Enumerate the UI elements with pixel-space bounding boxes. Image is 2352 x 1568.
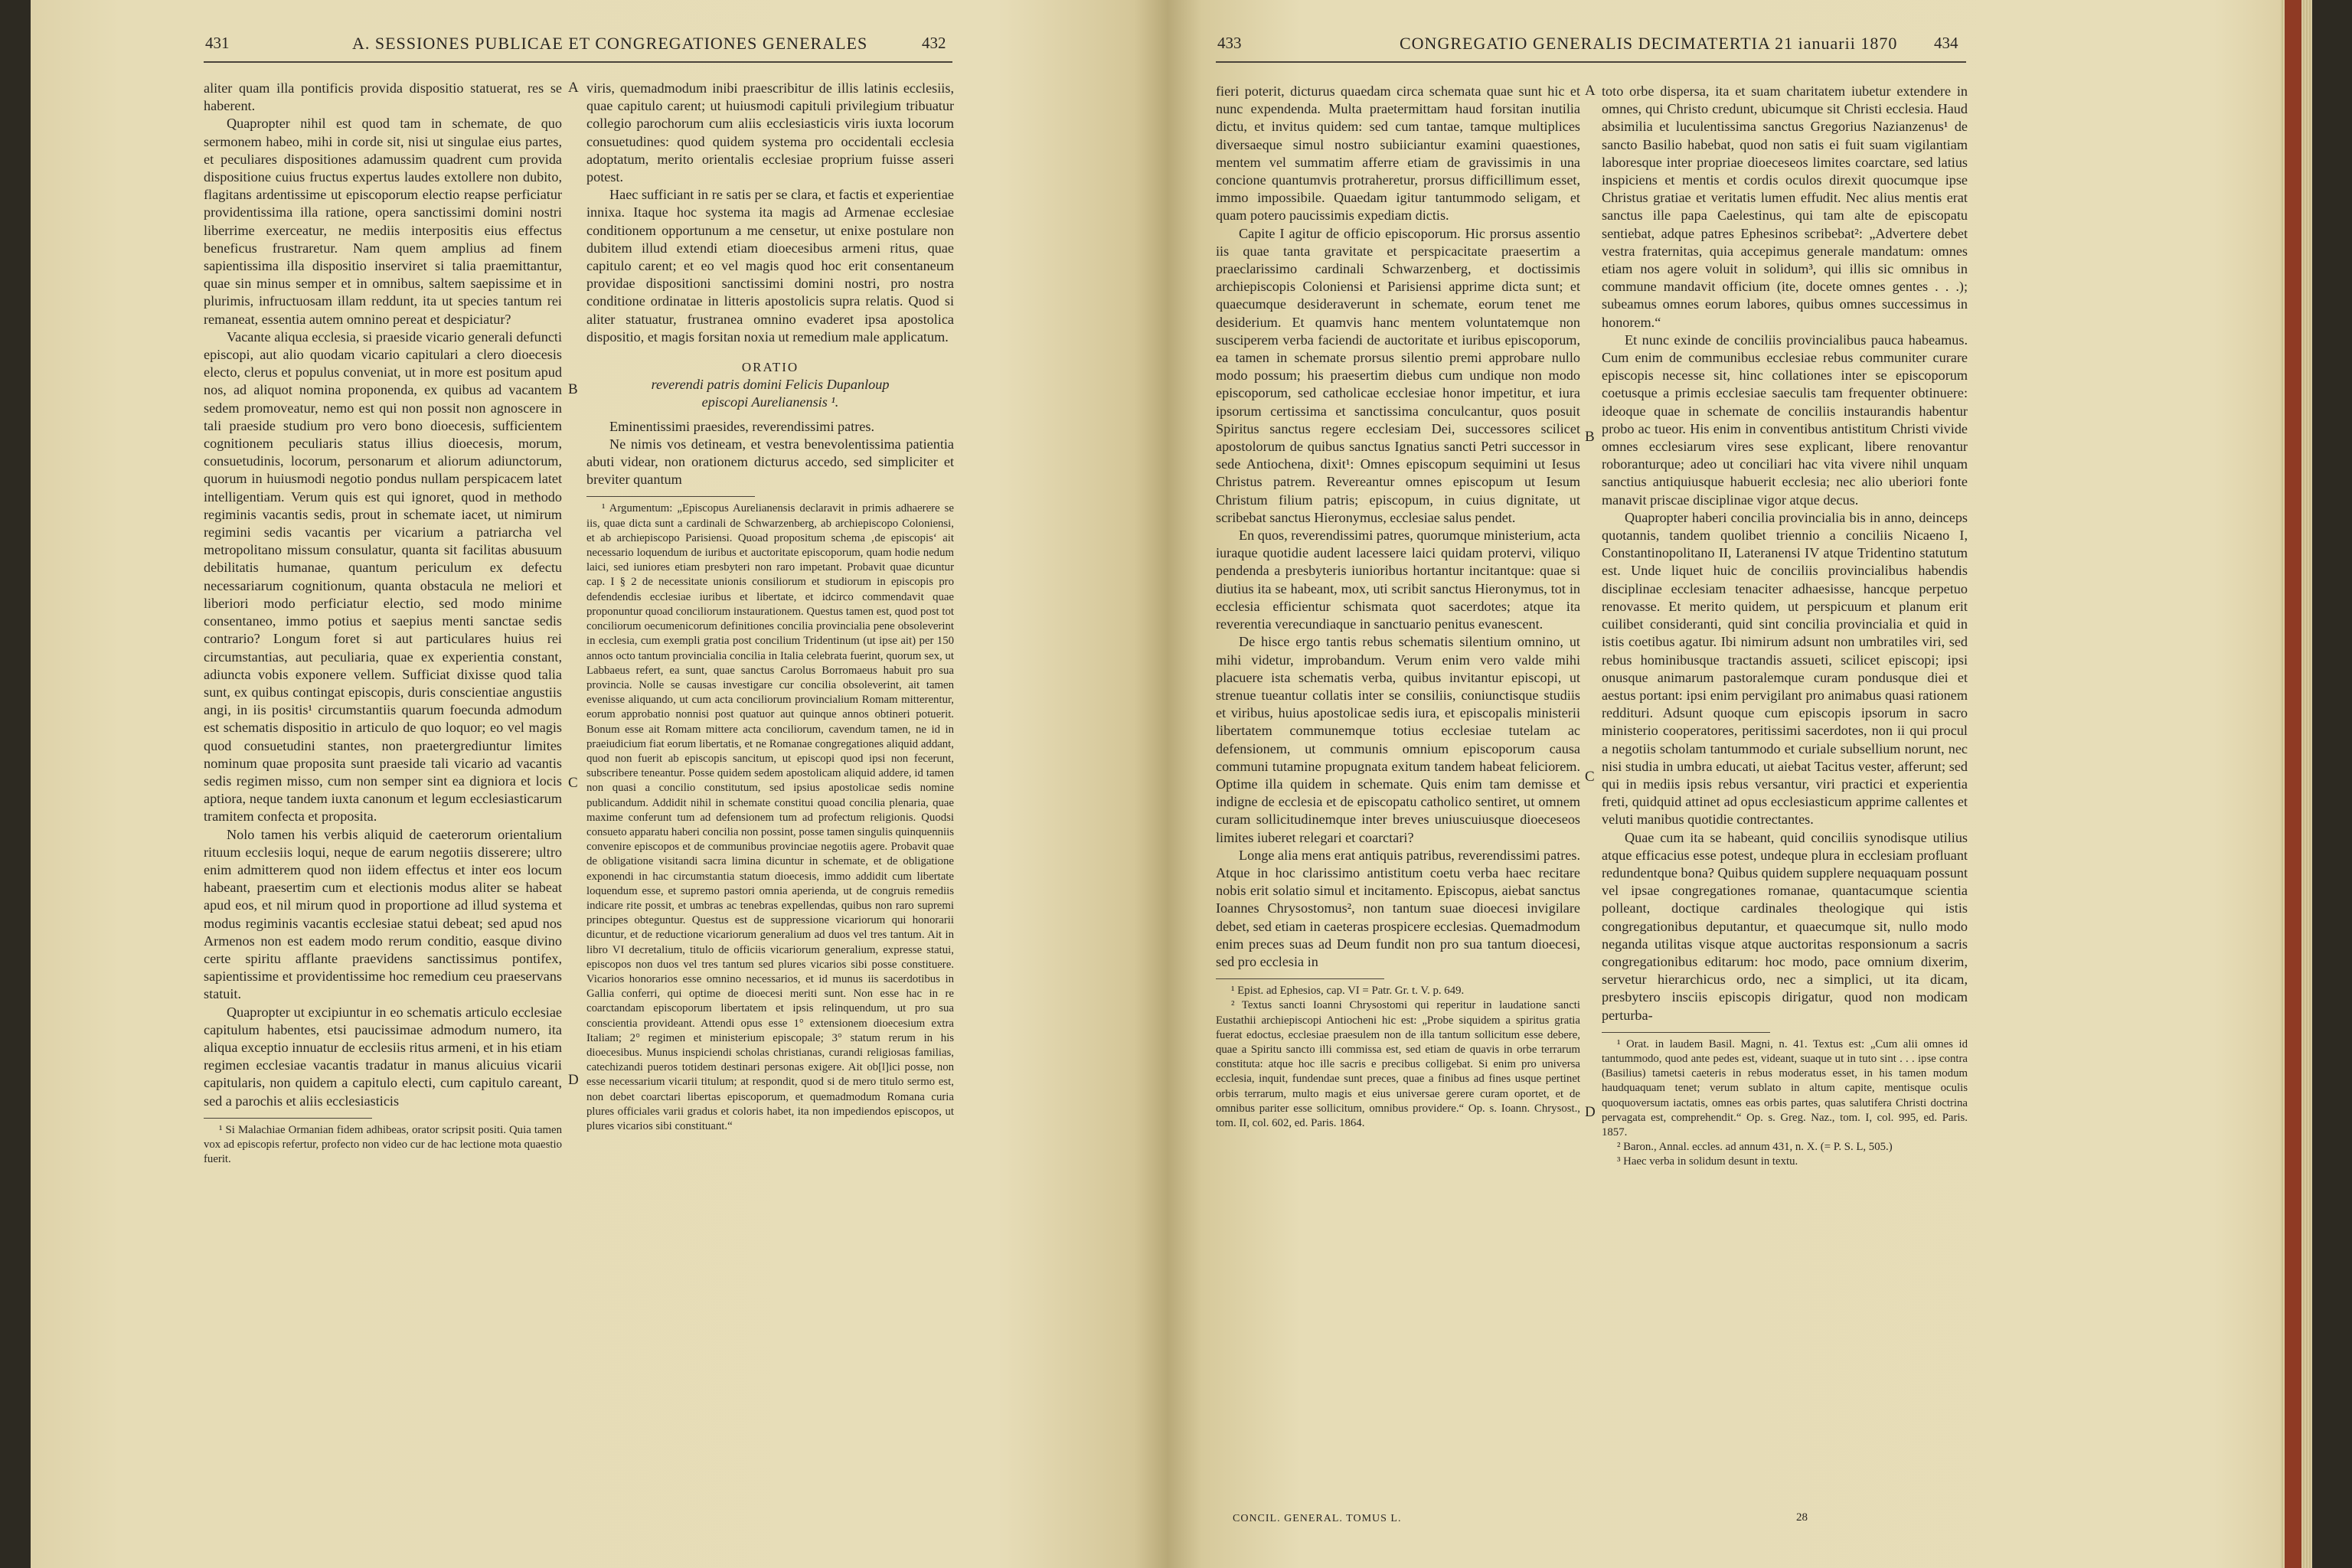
- footnotes: [1216, 984, 1580, 1131]
- footnote: ¹ Epist. ad Ephesios, cap. VI = Patr. Gr. t. V. p. 649.: [1231, 985, 1465, 998]
- paragraph: Quae cum ita se habeant, quid conciliis synodisque utilius atque efficacius esse potest, undeque plura in ecclesiam profluant redundentque bona? Quibus quidem supplere nequaquam possunt vel ipsae congregationes romanae, quantacumque scientia polleant, doctique cardinales theologique qui istis congregationibus deputantur, et quaecumque sit, nullo modo neganda utilitas visque atque auctoritas responsionum a sacris congregationibus editarum: hoc modo, pace omnium dixerim, servetur hierarchicus ordo, nec a simplici, ut ita dicam, presbytero insciis episcopis dirigatur, quod non modicam perturba-: [1602, 829, 1968, 1023]
- paragraph: toto orbe dispersa, ita et suam charitatem iubetur extendere in omnes, qui Christo credunt, ubicumque sit Christi ecclesia. Haud absimilia et luculentissima sanctus Gregorius Nazianzenus¹ de sancto Basilio habebat, quod non satis ei fuit suam vigilantiam laboresque inter propriae dioeceseos limites coarctare, sed latius inspiciens et mentis et cordis oculos direxit quocumque ipse Christus gratiae et veritatis lumen effudit. Nec alius mentis erat sanctus ille papa Caelestinus, qui tam alte de episcopatu sentiebat, adque patres Ephesinos scribebat²: „Advertere debet vestra fraternitas, quia accepimus generale mandatum: omnes etiam nos agere voluit in solidum³, qui illis sic omnibus in commune mandavit officium (ite, docete omnes gentes . . .); subeamus omnes eorum labores, quibus omnes successimus in honorem.“: [1602, 83, 1968, 330]
- sheet-number: 28: [1796, 1511, 1808, 1524]
- footnotes: [204, 1123, 562, 1168]
- footnotes: [586, 501, 954, 1134]
- margin-marker-a: A: [568, 80, 579, 96]
- oratio-subtitle-line-1: reverendi patris domini Felicis Dupanloup: [651, 377, 890, 393]
- footnotes: [1602, 1037, 1968, 1170]
- header-rule: [1216, 61, 1966, 63]
- paragraph: aliter quam illa pontificis provida dispositio statuerat, res se haberent.: [204, 80, 562, 114]
- margin-marker-b: B: [568, 381, 578, 397]
- paragraph: Longe alia mens erat antiquis patribus, reverendissimi patres. Atque in hoc clarissimo antistitum coetu verba haec recitare nobis erit solatio simul et incitamento. Episcopus, aiebat sanctus Ioannes Chrysostomus², non tantum suae dioecesi invigilare debet, sed etiam in caeteras prospicere ecclesias. Quemadmodum enim preces suas ad Deum fundit non pro sua tantum dioecesi, sed pro ecclesia in: [1216, 847, 1580, 969]
- margin-marker-b: B: [1585, 429, 1595, 445]
- footnote: ² Textus sancti Ioanni Chrysostomi qui reperitur in laudatione sancti Eustathii archiepiscopi Antiocheni hic est: „Probe siquidem a spiritus gratia fuerat edoctus, ecclesiae praesulem non de illa tantum sollicitum esse debere, quae a Spiritu sancto illi commissa est, sed etiam de quavis in orbe terrarum constituta: atque hoc ille sacris e precibus colligebat. Si enim pro universa ecclesia, inquit, fundendae sunt preces, quae a finibus ad fines usque pertinet orbis terrarum, multo magis et eius universae gerere curam oportet, et de omnibus pariter esse sollicitum, omnibus providere.“ Op. s. Ioann. Chrysost., tom. II, col. 602, ed. Paris. 1864.: [1216, 999, 1580, 1129]
- signature-mark: CONCIL. GENERAL. TOMUS L.: [1233, 1513, 1402, 1524]
- paragraph: Quapropter nihil est quod tam in schemate, de quo sermonem habeo, mihi in corde sit, nisi ut singulae eius partes, et peculiares dispositiones adamussim quadrent cum provida dispositione cuius fructus expertus laudes extollere non dubito, flagitans ardentissime ut episcoporum electio reapse perficiatur providentissima illa ratione, opera sanctissimi domini nostri liberrime exerceatur, ne mediis interpositis eius effectus beneficus frustraretur. Nam quem amplius ad finem sapientissima illa dispositio inserviret si talia praemittantur, quae sin minus semper et in omnibus, saltem saepissime et in plurimis, infructuosam illam reddunt, ita ut species tantum rei remaneat, essentia autem omnino pereat et despiciatur?: [204, 116, 562, 327]
- paragraph: Nolo tamen his verbis aliquid de caeterorum orientalium rituum ecclesiis loqui, neque de earum negotiis disserere; ultro enim admitterem quod non iidem effectus et inter eos locum habeant, praesertim cum et electionis modus aliter se habeat apud eos, et nil mirum quod in proportione ad illud systema et modus regiminis vacantis ecclesiae statui debeat; sed apud nos Armenos non est eadem modo rerum conditio, easque divino certe spiritu afflante praevidens sanctissimus pontifex, sapientissime et providentissime hoc remedium ceu praeservans statuit.: [204, 826, 562, 1002]
- paragraph: Et nunc exinde de conciliis provincialibus pauca habeamus. Cum enim de communibus ecclesiae rebus communiter curare episcopis necesse sit, hinc collationes inter se episcoporum coetusque a primis ecclesiae saeculis tam frequenter obtinuere: ideoque quae in schemate de conciliis instaurandis habentur probo ac tueor. His enim in conventibus antistitum Christi vivide omnes ecclesiarum vires sese explicant, libere renovantur roboranturque; adeo ut conciliari hac vita vivere nihil unquam sanctius antiquiusque habuerit ecclesia; nec alio uberiori fonte manavit priscae disciplinae vigor atque decus.: [1602, 332, 1968, 508]
- book-spread: [31, 0, 2312, 1568]
- footnote: ¹ Argumentum: „Episcopus Aurelianensis declaravit in primis adhaerere se iis, quae dicta sunt a cardinali de Schwarzenberg, ab archiepiscopo Coloniensi, et ab archiepiscopo Parisiensi. Quoad propositum schema ‚de episcopis‘ ait necessario loquendum de iuribus et auctoritate episcoporum, quam hodie nedum laici, sed iuniores etiam presbyteri non raro impetant. Probavit quae dicuntur cap. I § 2 de necessitate unionis consiliorum et studiorum in episcopis pro defendendis ecclesiae iuribus et libertate, et idcirco commendavit quae proponuntur quoad conciliorum instaurationem. Questus tamen est, quod post tot conciliorum oecumenicorum definitiones concilia provincialia pene obsoleverint in ecclesia, cum exempli gratia post concilium Tridentinum (ut ipse ait) per 150 annos octo tantum provincialia concilia in Italia celebrata fuerint, quorum sex, ut Labbaeus refert, ea sunt, quae sanctus Carolus Borromaeus habuit pro sua provincia. Nolle se causas investigare cur concilia obsoleverint, ait tamen evenisse aliquando, ut cum acta conciliorum provincialium Romam mitterentur, eorum approbatio nonnisi post quatuor aut quinque annos obtineri potuerit. Bonum esse ait Romam mittere acta conciliorum, cavendum tamen, ne id in praeiudicium fiat eorum libertatis, et ne Romanae congregationes aliquid addant, quod non fuerit ab episcopis sancitum, ut episcopi quod ipsi non fecerunt, subscribere teneantur. Posse quidem sedem apostolicam aliquid addere, id tamen non quasi a concilio constitutum, sed ipsius apostolicae sedis nomine publicandum. Addidit nihil in schemate constitui quoad concilia plenaria, quae maxime conferunt tum ad defensionem tum ad profectum religionis. Quodsi consueto apparatu haberi concilia non possint, posse tamen singulis quinquenniis convenire episcopos et de communibus provinciae negotiis agere. Probavit quae de obligatione visitandi sacra limina dicuntur in schemate, et de obligatione exponendi in hac circumstantia statum dioecesis, immo addidit cum libertate loquendum esse, et supremo pastori omnia aperienda, ut de congruis remediis indicare rite possit, et umbras ac tenebras expellendas, quibus non raro supremi principes obteguntur. Questus est de suppressione vicariorum qui honorarii dicuntur, et de reductione vicariorum generalium ad duos vel tres tantum. Ait in libro VI decretalium, titulo de officiis vicariorum generalium, expresse statui, episcopos non duos vel tres tantum sed plures vicarios sibi posse constituere. Vicarios honorarios esse omnino necessarios, et id munus iis sacerdotibus in Gallia conferri, qui optime de dioecesi meriti sunt. Non esse hac in re coarctandam episcoporum libertatem et ipsis relinquendum, ut pro sua conscientia provideant. Attendi opus esse 1° extensionem dioecesium extra Italiam; 2° regimen et ministerium episcopale; 3° statum rerum in his dioecesibus. Munus inspiciendi scholas christianas, curandi religiosas familias, catechizandi pueros totidem destinari personas exigere. Ait ob[l]ici posse, non esse necessarium vicarii titulum; at respondit, quod si de mero titulo sermo est, non debet coarctari libertas episcoporum, et quemadmodum Romana curia plures officiales varii gradus et coloris habet, ita non impediendos episcopos, ut plures vicarios sibi constituant.“: [586, 502, 954, 1132]
- oratio-subtitle-line-2: episcopi Aurelianensis ¹.: [701, 394, 839, 410]
- footnote: ¹ Si Malachiae Ormanian fidem adhibeas, orator scripsit positi. Quia tamen vox ad episcopis refertur, profecto non video cur de hac lectione mota quaestio fuerit.: [204, 1123, 562, 1166]
- header-rule: [204, 61, 952, 63]
- page-number-433: 433: [1217, 34, 1242, 52]
- right-column-1: [1216, 83, 1580, 1131]
- page-number-431: 431: [205, 34, 230, 52]
- footnote: ³ Haec verba in solidum desunt in textu.: [1617, 1155, 1798, 1168]
- footnote-rule: [1602, 1032, 1770, 1033]
- left-page: [31, 0, 1168, 1568]
- footnote-rule: [586, 496, 755, 497]
- margin-marker-c: C: [1585, 769, 1595, 785]
- margin-marker-c: C: [568, 775, 578, 791]
- paragraph: Capite I agitur de officio episcoporum. Hic prorsus assentio iis quae tanta gravitate et perspicacitate praesertim a praeclarissimo cardinali Schwarzenberg, et doctissimis archiepiscopis Coloniensi et Parisiensi apprime dicta sunt; et quaecumque desideraverunt in schemate, eorum tenet me desiderium. Et quamvis hanc mentem voluntatemque non susciperem verba faciendi de auctoritate et iuribus episcoporum, ea tamen in schemate prorsus silentio premi approbare nullo modo possum; his praesertim diebus cum undique non modo episcoporum, sed catholicae ecclesiae honor impetitur, et iura ipsorum certissima et sanctissima conculcantur, quos posuit Spiritus sanctus regere ecclesiam Dei, successores scilicet apostolorum de quibus sanctus Ignatius sancti Petri successor in sede Antiochena, dixit¹: Omnes episcopum sequimini ut Iesus Christus patrem. Revereantur omnes episcopum ut Iesum Christum filium patris; episcopum, in cuius dignitate, ut scribebat sanctus Hieronymus, ecclesiae salus pendet.: [1216, 225, 1580, 525]
- running-head-right: CONGREGATIO GENERALIS DECIMATERTIA 21 ianuarii 1870: [1400, 34, 1898, 53]
- oratio-title: ORATIO: [741, 360, 799, 375]
- margin-marker-a: A: [1585, 83, 1596, 99]
- book-edge: [2280, 0, 2312, 1568]
- footnote-rule: [1216, 978, 1384, 979]
- page-number-434: 434: [1934, 34, 1958, 52]
- paragraph: Quapropter ut excipiuntur in eo schematis articulo ecclesiae capitulum habentes, etsi paucissimae admodum numero, ita aliqua exceptio innuatur de ecclesiis ritus armeni, et in his etiam regimen ecclesiae vacantis tradatur in manus alicuius vicarii capitularis, non quidem a capitulo electi, cum capitulo careant, sed a parochis et aliis ecclesiasticis: [204, 1004, 562, 1109]
- page-number-432: 432: [922, 34, 946, 52]
- paragraph: viris, quemadmodum inibi praescribitur de illis latinis ecclesiis, quae capitulo carent; ut huiusmodi capituli privilegium tribuatur collegio parochorum cum aliis ecclesiasticis viris iuxta locorum consuetudines: quod quidem systema pro occidentali ecclesia adoptatum, merito orientalis ecclesiae proprium fuisse asseri potest.: [586, 80, 954, 185]
- salutation: Eminentissimi praesides, reverendissimi patres.: [609, 418, 874, 434]
- left-column-2: [586, 80, 954, 1134]
- footnote-rule: [204, 1118, 372, 1119]
- footnote: ¹ Orat. in laudem Basil. Magni, n. 41. Textus est: „Cum alii omnes id tantummodo, quod ante pedes est, videant, suaque ut in tuto sint . . . ipse contra (Basilius) tametsi caeteris in rebus moderatus esset, in his tamen modum haudquaquam tenet; verum sublato in altum capite, mentisque oculis quoquoversum iactatis, omnes eas orbis partes, quas salutifera Christi doctrina pervagata est, comprehendit.“ Op. s. Greg. Naz., tom. I, col. 995, ed. Paris. 1857.: [1602, 1037, 1968, 1138]
- paragraph: Haec sufficiant in re satis per se clara, et factis et experientiae innixa. Itaque hoc systema ita magis ad Armenae ecclesiae conditionem opportunum a me censetur, ut enixe postulare non dubitem illud extendi etiam dioecesibus armeni ritus, quae capitulo carent; et eo vel magis quod hoc erit consentaneum providae dispositioni sanctissimi domini nostri, pro nostra conditione ordinatae in litteris apostolicis supra relatis. Quod si aliter statuatur, frustranea omnino evaderet ipsa apostolica dispositio, et magis forsitan noxia ut remedium male applicatum.: [586, 187, 954, 345]
- paragraph: Quapropter haberi concilia provincialia bis in anno, deinceps quotannis, tandem quolibet triennio a conciliis Nicaeno I, Constantinopolitano II, Lateranensi IV atque Tridentino statutum est. Unde liquet huic de conciliis provincialibus habendis disciplinae ecclesiam tenaciter adhaesisse, hancque perpetuo renovasse. Et merito quidem, ut perspicuum et planum erit cuilibet consideranti, quid sint concilia provincialia et quid in istis coetibus agatur. Ibi nimirum adsunt non umbratiles viri, sed rebus hominibusque tractandis assueti, scilicet episcopi; ipsi onusque animarum pastoralemque curam pondusque diei et aestus portant: ipsi enim pervigilant pro animabus quasi rationem reddituri. Adsunt quoque cum episcopis ipsorum in sacro ministerio cooperatores, peritissimi sacerdotes, non ii qui procul a negotiis scholam tantummodo et curiale subsellium norunt, nec nisi studia in umbra educati, ut aiebat Tacitus vester, afferunt; sed qui in mediis ipsis rebus versantur, viri practici et experientia freti, quidquid attinet ad opus ecclesiasticum apprime callentes et veluti manibus quotidie contrectantes.: [1602, 509, 1968, 828]
- footnote: ² Baron., Annal. eccles. ad annum 431, n. X. (= P. S. L, 505.): [1617, 1141, 1893, 1154]
- binding-band: [2285, 0, 2301, 1568]
- paragraph: De hisce ergo tantis rebus schematis silentium omnino, ut mihi videtur, improbandum. Verum enim vero valde mihi placuere ista schematis verba, quibus invitantur episcopi, ut strenue tueantur collatis inter se consiliis, coniunctisque studiis et viribus, huius apostolicae sedis iura, et episcopalis ministerii libertatem communemque totius ecclesiae tutelam ac defensionem, ut communis omnium episcoporum causa communi tutamine propugnata exitum tandem habeat feliciorem. Optime illa quidem in schemate. Quis enim tam demisse et indigne de ecclesia et de episcopatu catholico sentiret, ut omnem curam sollicitudinemque inter breves uniuscuiusque dioeceseos limites iuberet relegari et coarctari?: [1216, 634, 1580, 845]
- left-column-1: [204, 80, 562, 1167]
- paragraph: Ne nimis vos detineam, et vestra benevolentissima patientia abuti videar, non orationem dicturus accedo, sed simpliciter et breviter quantum: [586, 436, 954, 488]
- right-page: [1168, 0, 2280, 1568]
- margin-marker-d: D: [1585, 1104, 1596, 1120]
- running-head-left: A. SESSIONES PUBLICAE ET CONGREGATIONES GENERALES: [352, 34, 868, 53]
- margin-marker-d: D: [568, 1072, 579, 1088]
- right-column-2: [1602, 83, 1968, 1170]
- paragraph: fieri poterit, dicturus quaedam circa schemata quae sunt hic et nunc expendenda. Multa praetermittam haud forsitan inutilia dictu, et invitus quidem: sed cum tantae, tamque multiplices diversaeque simul nostro subiiciantur examini quaestiones, mentem vel summatim afferre etiam de gravissimis in una concione quantumvis protraheretur, prorsus difficillimum esset, immo impossibile. Quaedam igitur tantummodo seligam, et quam potero paucissimis expediam dictis.: [1216, 83, 1580, 224]
- paragraph: En quos, reverendissimi patres, quorumque ministerium, acta iuraque quotidie audent lacessere laici quidam protervi, viliquo pendenda a presbyteris iunioribus hortantur incitantque: quae si diutius ita se habeant, mox, uti scribit sanctus Hieronymus, tot in ecclesia efficientur schismata quot sacerdotes; atque ita reverentia verecundiaque in sanctuario penitus evanescent.: [1216, 528, 1580, 632]
- paragraph: Vacante aliqua ecclesia, si praeside vicario generali defuncti episcopi, aut alio quodam vicario capitulari a clero dioecesis electo, clerus et populus conveniat, ut in more est positum apud nos, ad aliquot nomina proponenda, ex quibus ad vacantem sedem promoveatur, nemo est qui non possit non agnoscere in tali praeside studium pro vero bono dioecesis, sufficientem cognitionem peculiaris status illius dioecesis, morum, consuetudinis, locorum, personarum et aliorum adiunctorum, quorum in huiusmodi negotio pondus nullam perspicacem latet intelligentiam. Verum quis est qui ignoret, quod in methodo regiminis vacantis sedis, prout in schemate iacet, ut nimirum regimini sedis vacantis per vicarium a patriarcha vel metropolitano missum consulatur, quanta sit facilitas abusuum debilitatis humanae, quantum periculum ex defectu necessariarum cognitionum, quanta obstacula ne meliori et liberiori modo perficiatur electio, sed modo minime consentaneo, immo potius et saepius menti sanctae sedis contrario? Longum foret si aut particulares huius rei circumstantias, aut peculiaria, quae ex experientia constant, adiuncta vobis exponere vellem. Sufficiat dixisse quod talia sunt, ex quibus contingat episcopis, duris conscientiae angustiis angi, in iis positis¹ circumstantiis quarum foecunda admodum est schematis dispositio in articulo de quo loquor; eo vel magis quod consuetudini stantes, non praetergrediuntur limites nominum quae proposita sunt praeside tali vicario ad vacantis sedis regimen misso, cum non semper sint ea digniora et locis aptiora, neque tandem iuxta canonum et legum ecclesiasticarum tramitem confecta et proposita.: [204, 328, 562, 825]
